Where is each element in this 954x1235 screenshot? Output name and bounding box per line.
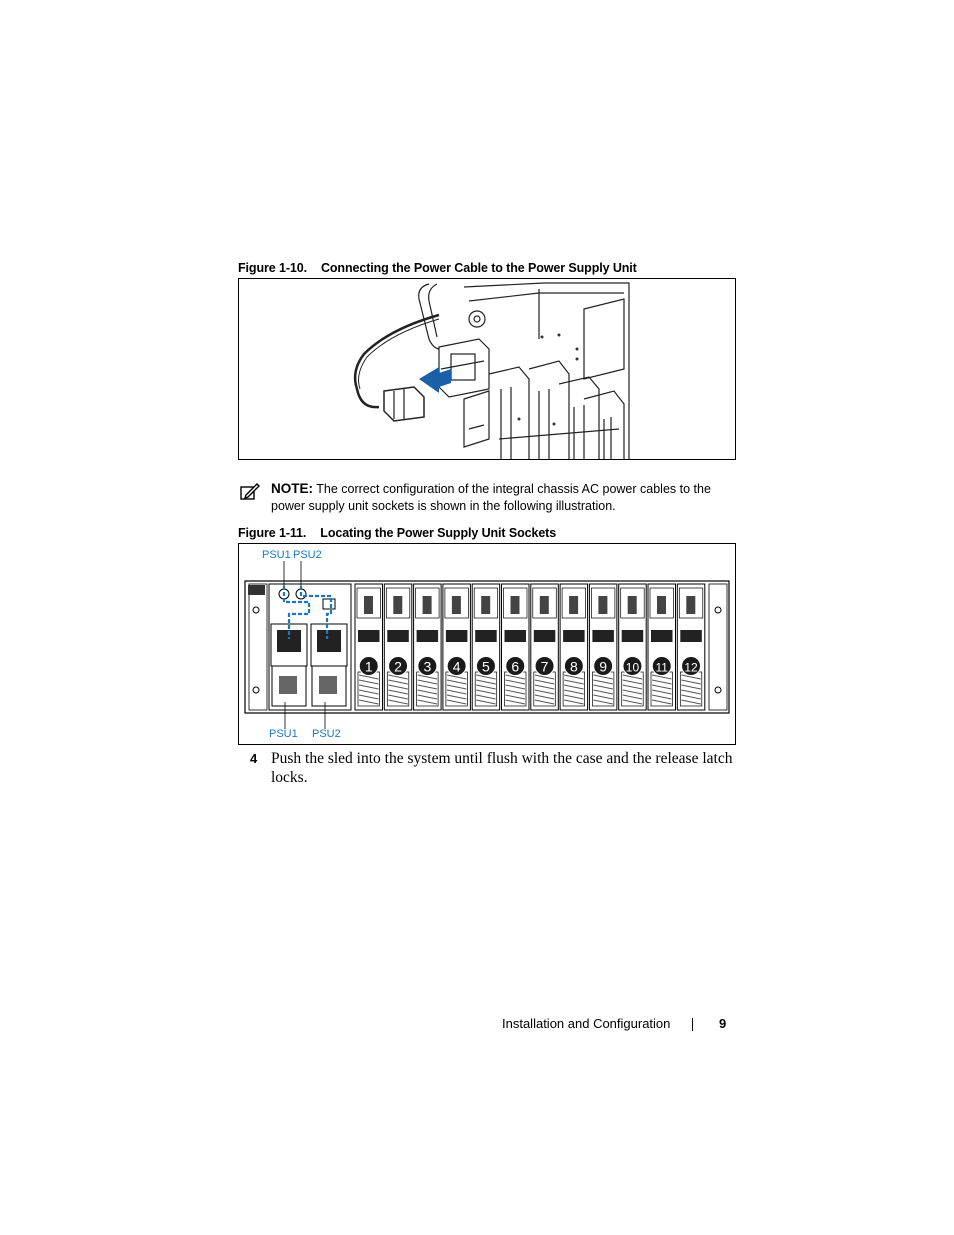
figure-11-title: Locating the Power Supply Unit Sockets: [320, 526, 557, 540]
step-text: Push the sled into the system until flush with the case and the release latch locks.: [271, 750, 733, 786]
sled-8: [560, 584, 588, 710]
sled-11: [648, 584, 676, 710]
sled-2: [384, 584, 412, 710]
sled-number: 9: [599, 658, 608, 675]
sled-9: [589, 584, 617, 710]
sled-10: [619, 584, 647, 710]
top-label-psu2: PSU2: [293, 549, 322, 561]
sled-number: 8: [569, 658, 578, 675]
sled-5: [472, 584, 500, 710]
step-number: 4: [250, 751, 258, 766]
sled-number: 2: [394, 658, 402, 675]
sled-12: [677, 584, 705, 710]
pencil-icon: [240, 482, 260, 500]
sled-number: 12: [684, 660, 698, 675]
note-text: The correct configuration of the integral chassis AC power cables to the power supply unit sockets is shown in the following illustration.: [271, 482, 711, 513]
figure-11-label: Figure 1-11.: [238, 526, 307, 540]
sled-number: 4: [452, 658, 461, 675]
figure-10-illustration: [238, 278, 736, 460]
figure-11-illustration: [238, 543, 736, 745]
note-label: NOTE:: [271, 481, 313, 496]
footer-section-title: Installation and Configuration: [502, 1016, 671, 1031]
figure-11-caption: [238, 526, 556, 540]
sled-number: 3: [423, 658, 432, 675]
sled-3: [414, 584, 442, 710]
sled-number: 6: [511, 658, 520, 675]
sled-number: 5: [482, 658, 490, 675]
figure-10-label: Figure 1-10.: [238, 261, 307, 275]
bottom-label-psu2: PSU2: [312, 728, 341, 740]
top-label-psu1: PSU1: [262, 549, 291, 561]
page-number: 9: [719, 1016, 727, 1031]
footer-separator: [692, 1018, 693, 1031]
chassis-rear-drawing: [239, 544, 735, 744]
figure-10-title: Connecting the Power Cable to the Power Supply Unit: [320, 261, 637, 275]
sled-number: 7: [540, 658, 549, 675]
sled-4: [443, 584, 471, 710]
sled-1: [355, 584, 383, 710]
sled-6: [502, 584, 530, 710]
step-4: [250, 749, 740, 787]
sled-number: 11: [655, 660, 668, 675]
note-block: [240, 480, 740, 515]
figure-10-caption: [238, 261, 637, 275]
sled-7: [531, 584, 559, 710]
sled-number: 10: [625, 660, 640, 675]
power-cable-drawing: [239, 279, 735, 459]
bottom-label-psu1: PSU1: [269, 728, 298, 740]
sled-number: 1: [364, 658, 373, 675]
